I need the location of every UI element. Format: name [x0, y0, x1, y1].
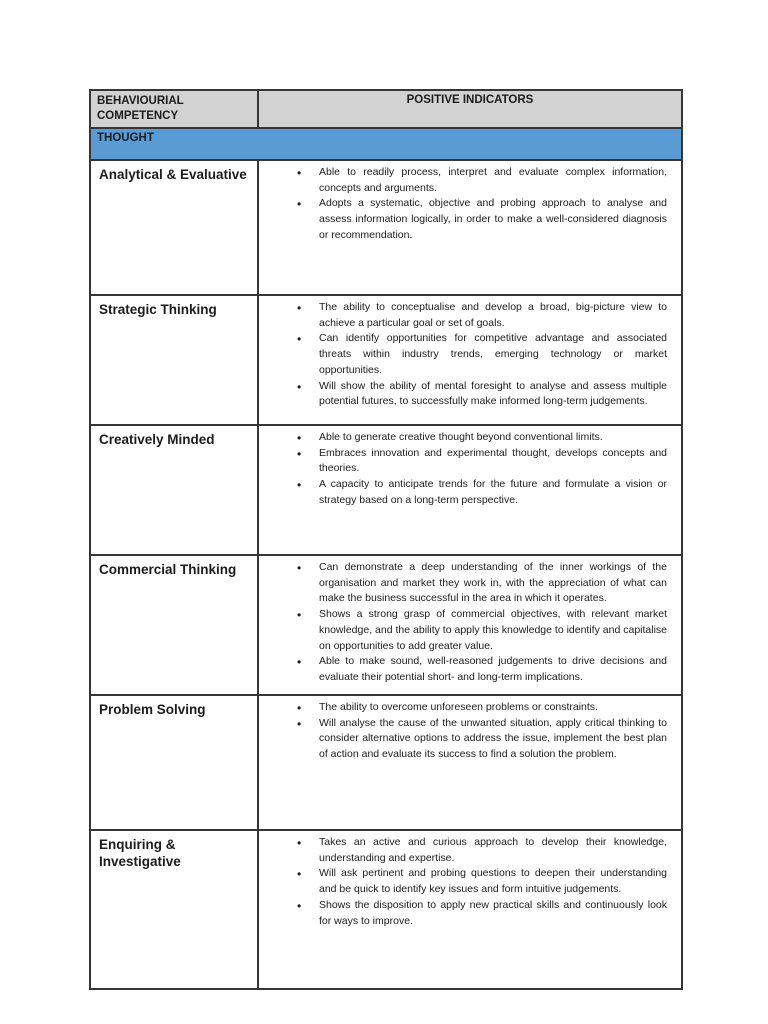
- competency-name: Analytical & Evaluative: [99, 166, 247, 182]
- indicator-item: • The ability to overcome unforeseen problems or constraints.: [293, 700, 667, 716]
- table-row: [90, 830, 682, 989]
- indicator-list: [267, 700, 667, 763]
- indicator-item: • Able to make sound, well-reasoned judgements to drive decisions and evaluate their potential short- and long-term implications.: [293, 654, 667, 686]
- indicator-list: [267, 300, 667, 410]
- indicator-item: • The ability to conceptualise and develop a broad, big-picture view to achieve a particular goal or set of goals.: [293, 300, 667, 332]
- indicator-list: [267, 835, 667, 930]
- competency-cell: [90, 160, 258, 295]
- indicator-item: • Adopts a systematic, objective and probing approach to analyse and assess information logically, in order to make a well-considered diagnosis or recommendation.: [293, 196, 667, 243]
- header-cell-indicators: POSITIVE INDICATORS: [258, 90, 682, 128]
- indicator-list: [267, 560, 667, 686]
- competency-cell: [90, 295, 258, 425]
- indicator-item: • Will analyse the cause of the unwanted situation, apply critical thinking to consider alternative options to address the issue, implement the best plan of action and evaluate its success to find a solution the problem.: [293, 716, 667, 763]
- indicator-item: • Will show the ability of mental foresight to analyse and assess multiple potential futures, to successfully make informed long-term judgements.: [293, 379, 667, 411]
- competency-cell: [90, 695, 258, 830]
- table-row: [90, 555, 682, 695]
- competency-name: Enquiring & Investigative: [99, 836, 181, 870]
- indicator-item: • Able to readily process, interpret and evaluate complex information, concepts and arguments.: [293, 165, 667, 197]
- indicators-cell: [258, 425, 682, 555]
- competency-cell: [90, 425, 258, 555]
- indicator-item: • Will ask pertinent and probing questions to deepen their understanding and be quick to identify key issues and form intuitive judgements.: [293, 866, 667, 898]
- indicators-cell: [258, 830, 682, 989]
- indicator-item: • Able to generate creative thought beyond conventional limits.: [293, 430, 667, 446]
- competency-name: Commercial Thinking: [99, 561, 237, 577]
- competency-rows: [90, 160, 682, 989]
- indicators-cell: [258, 555, 682, 695]
- competency-name: Problem Solving: [99, 701, 206, 717]
- table-row: [90, 295, 682, 425]
- indicator-item: • Shows a strong grasp of commercial objectives, with relevant market knowledge, and the ability to apply this knowledge to identify and capitalise on opportunities to add greater value.: [293, 607, 667, 654]
- header-cell-competency: BEHAVIOURIAL COMPETENCY: [90, 90, 258, 128]
- competency-name: Creatively Minded: [99, 431, 215, 447]
- section-label: THOUGHT: [90, 128, 682, 160]
- competency-cell: [90, 830, 258, 989]
- indicator-item: • Can demonstrate a deep understanding of the inner workings of the organisation and market they work in, with the appreciation of what can make the business successful in the area in which it operates.: [293, 560, 667, 607]
- competency-name: Strategic Thinking: [99, 301, 217, 317]
- table-row: [90, 695, 682, 830]
- indicator-list: [267, 430, 667, 509]
- table-row: [90, 425, 682, 555]
- competency-table: [89, 89, 683, 990]
- indicators-cell: [258, 695, 682, 830]
- indicators-cell: [258, 160, 682, 295]
- competency-cell: [90, 555, 258, 695]
- table-row: [90, 160, 682, 295]
- section-row-thought: [90, 128, 682, 160]
- indicator-item: • Takes an active and curious approach to develop their knowledge, understanding and expertise.: [293, 835, 667, 867]
- table-header-row: [90, 90, 682, 128]
- indicator-item: • Shows the disposition to apply new practical skills and continuously look for ways to improve.: [293, 898, 667, 930]
- indicator-item: • Embraces innovation and experimental thought, develops concepts and theories.: [293, 446, 667, 478]
- indicator-list: [267, 165, 667, 244]
- indicator-item: • A capacity to anticipate trends for the future and formulate a vision or strategy based on a long-term perspective.: [293, 477, 667, 509]
- indicators-cell: [258, 295, 682, 425]
- indicator-item: • Can identify opportunities for competitive advantage and associated threats within industry trends, emerging technology or market opportunities.: [293, 331, 667, 378]
